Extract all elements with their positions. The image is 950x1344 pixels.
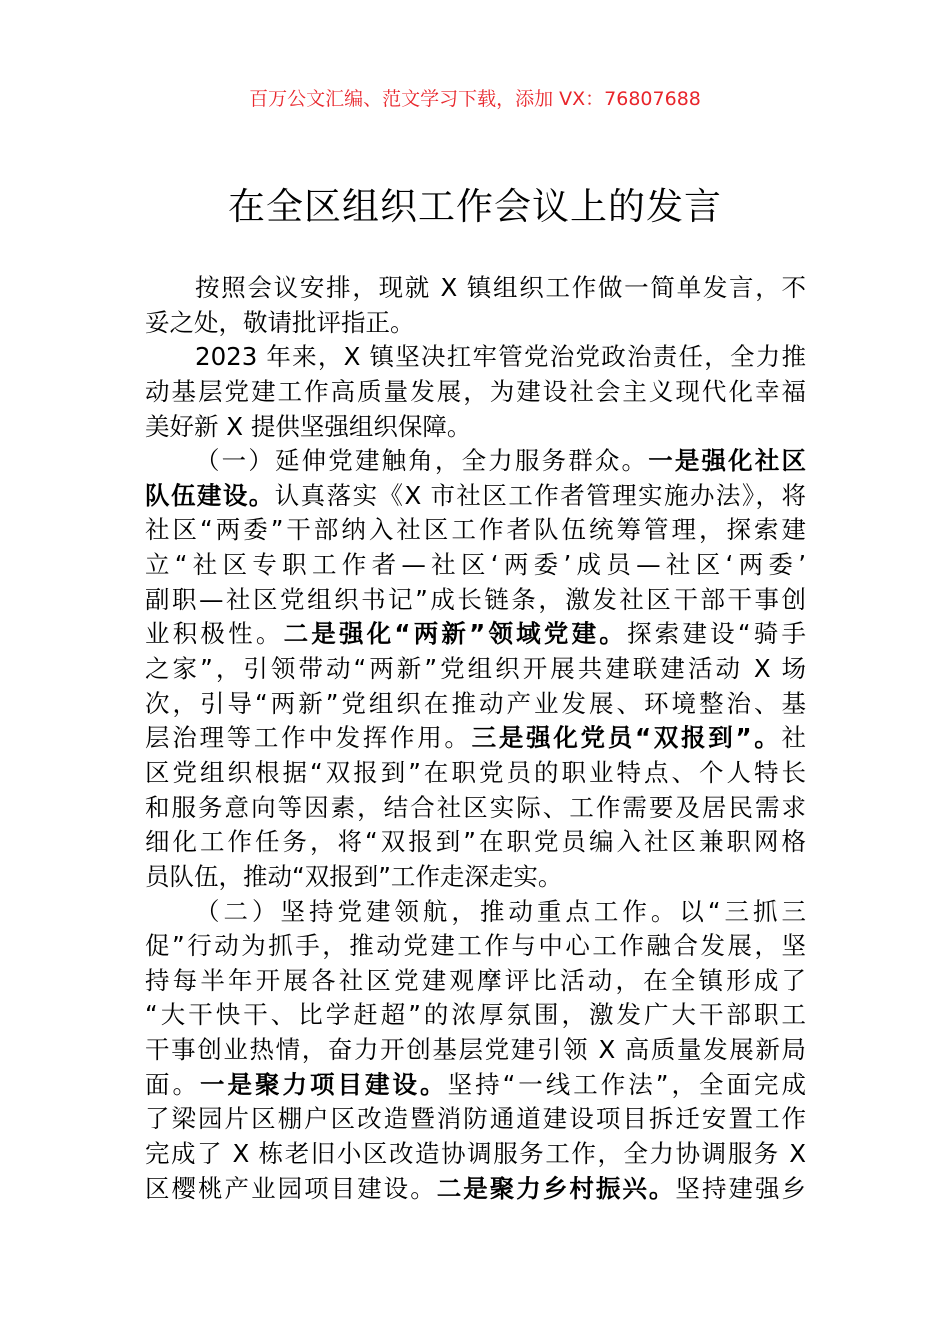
- bold-heading-text: 三是强化党员“双报到”。: [471, 723, 782, 753]
- text-line: [145, 998, 806, 1033]
- text-line: [145, 1102, 806, 1137]
- text-line: [145, 340, 806, 375]
- body-text: 持每半年开展各社区党建观摩评比活动，在全镇形成了: [145, 965, 806, 995]
- text-line: [145, 513, 806, 548]
- text-line: [145, 687, 806, 722]
- body-text: 美好新 X 提供坚强组织保障。: [145, 411, 472, 441]
- body-text: 员队伍，推动“双报到”工作走深走实。: [145, 861, 563, 891]
- body-text: 立“社区专职工作者—社区‘两委’成员—社区‘两委’: [145, 550, 806, 580]
- text-line: [145, 791, 806, 826]
- text-line: [145, 1137, 806, 1172]
- text-line: [145, 1172, 806, 1207]
- watermark-header: 百万公文汇编、范文学习下载，添加 VX：76807688: [249, 88, 701, 110]
- text-line: [145, 444, 806, 479]
- body-text: （二）坚持党建领航，推动重点工作。以“三抓三: [195, 896, 806, 926]
- body-text: 细化工作任务，将“双报到”在职党员编入社区兼职网格: [145, 827, 806, 857]
- bold-heading-text: 一是聚力项目建设。: [200, 1069, 448, 1099]
- body-text: 干事创业热情，奋力开创基层党建引领 X 高质量发展新局: [145, 1035, 806, 1065]
- body-text: （一）延伸党建触角，全力服务群众。: [195, 446, 649, 476]
- body-text: 妥之处，敬请批评指正。: [145, 307, 415, 337]
- body-text: 次，引导“两新”党组织在推动产业发展、环境整治、基: [145, 688, 806, 718]
- body-text: 业积极性。: [145, 619, 284, 649]
- bold-heading-text: 队伍建设。: [145, 480, 275, 510]
- bold-heading-text: 一是强化社区: [648, 446, 806, 476]
- document-body: [145, 271, 806, 1206]
- body-text: “大干快干、比学赶超”的浓厚氛围，激发广大干部职工: [145, 1000, 806, 1030]
- bold-heading-text: 二是聚力乡村振兴。: [436, 1173, 676, 1203]
- document-title: 在全区组织工作会议上的发言: [228, 185, 722, 228]
- text-line: [145, 652, 806, 687]
- text-line: [145, 756, 806, 791]
- text-line: [145, 617, 806, 652]
- text-line: [145, 1068, 806, 1103]
- body-text: 动基层党建工作高质量发展，为建设社会主义现代化幸福: [145, 376, 806, 406]
- text-line: [145, 964, 806, 999]
- body-text: 社区“两委”干部纳入社区工作者队伍统筹管理，探索建: [145, 515, 806, 545]
- body-text: 促”行动为抓手，推动党建工作与中心工作融合发展，坚: [145, 931, 806, 961]
- body-text: 和服务意向等因素，结合社区实际、工作需要及居民需求: [145, 792, 806, 822]
- body-text: 之家”，引领带动“两新”党组织开展共建联建活动 X 场: [145, 654, 806, 684]
- body-text: 面。: [145, 1069, 201, 1099]
- text-line: [145, 895, 806, 930]
- text-line: [145, 375, 806, 410]
- text-line: [145, 410, 806, 445]
- text-line: [145, 860, 806, 895]
- body-text: 2023 年来，X 镇坚决扛牢管党治党政治责任，全力推: [195, 342, 806, 372]
- body-text: 坚持“一线工作法”，全面完成: [447, 1069, 807, 1099]
- body-text: 探索建设“骑手: [627, 619, 806, 649]
- body-text: 层治理等工作中发挥作用。: [145, 723, 472, 753]
- text-line: [145, 271, 806, 306]
- body-text: 完成了 X 栋老旧小区改造协调服务工作，全力协调服务 X: [145, 1139, 806, 1169]
- text-line: [145, 306, 806, 341]
- bold-heading-text: 二是强化“两新”领域党建。: [283, 619, 628, 649]
- body-text: 社: [781, 723, 807, 753]
- text-line: [145, 825, 806, 860]
- body-text: 区党组织根据“双报到”在职党员的职业特点、个人特长: [145, 757, 806, 787]
- body-text: 认真落实《X 市社区工作者管理实施办法》，将: [274, 480, 806, 510]
- text-line: [145, 583, 806, 618]
- body-text: 坚持建强乡: [675, 1173, 807, 1203]
- body-text: 按照会议安排，现就 X 镇组织工作做一简单发言，不: [195, 273, 806, 302]
- text-line: [145, 548, 806, 583]
- text-line: [145, 721, 806, 756]
- text-line: [145, 479, 806, 514]
- body-text: 区樱桃产业园项目建设。: [145, 1173, 437, 1203]
- body-text: 副职—社区党组织书记”成长链条，激发社区干部干事创: [145, 584, 806, 614]
- text-line: [145, 929, 806, 964]
- body-text: 了梁园片区棚户区改造暨消防通道建设项目拆迁安置工作: [145, 1104, 806, 1134]
- text-line: [145, 1033, 806, 1068]
